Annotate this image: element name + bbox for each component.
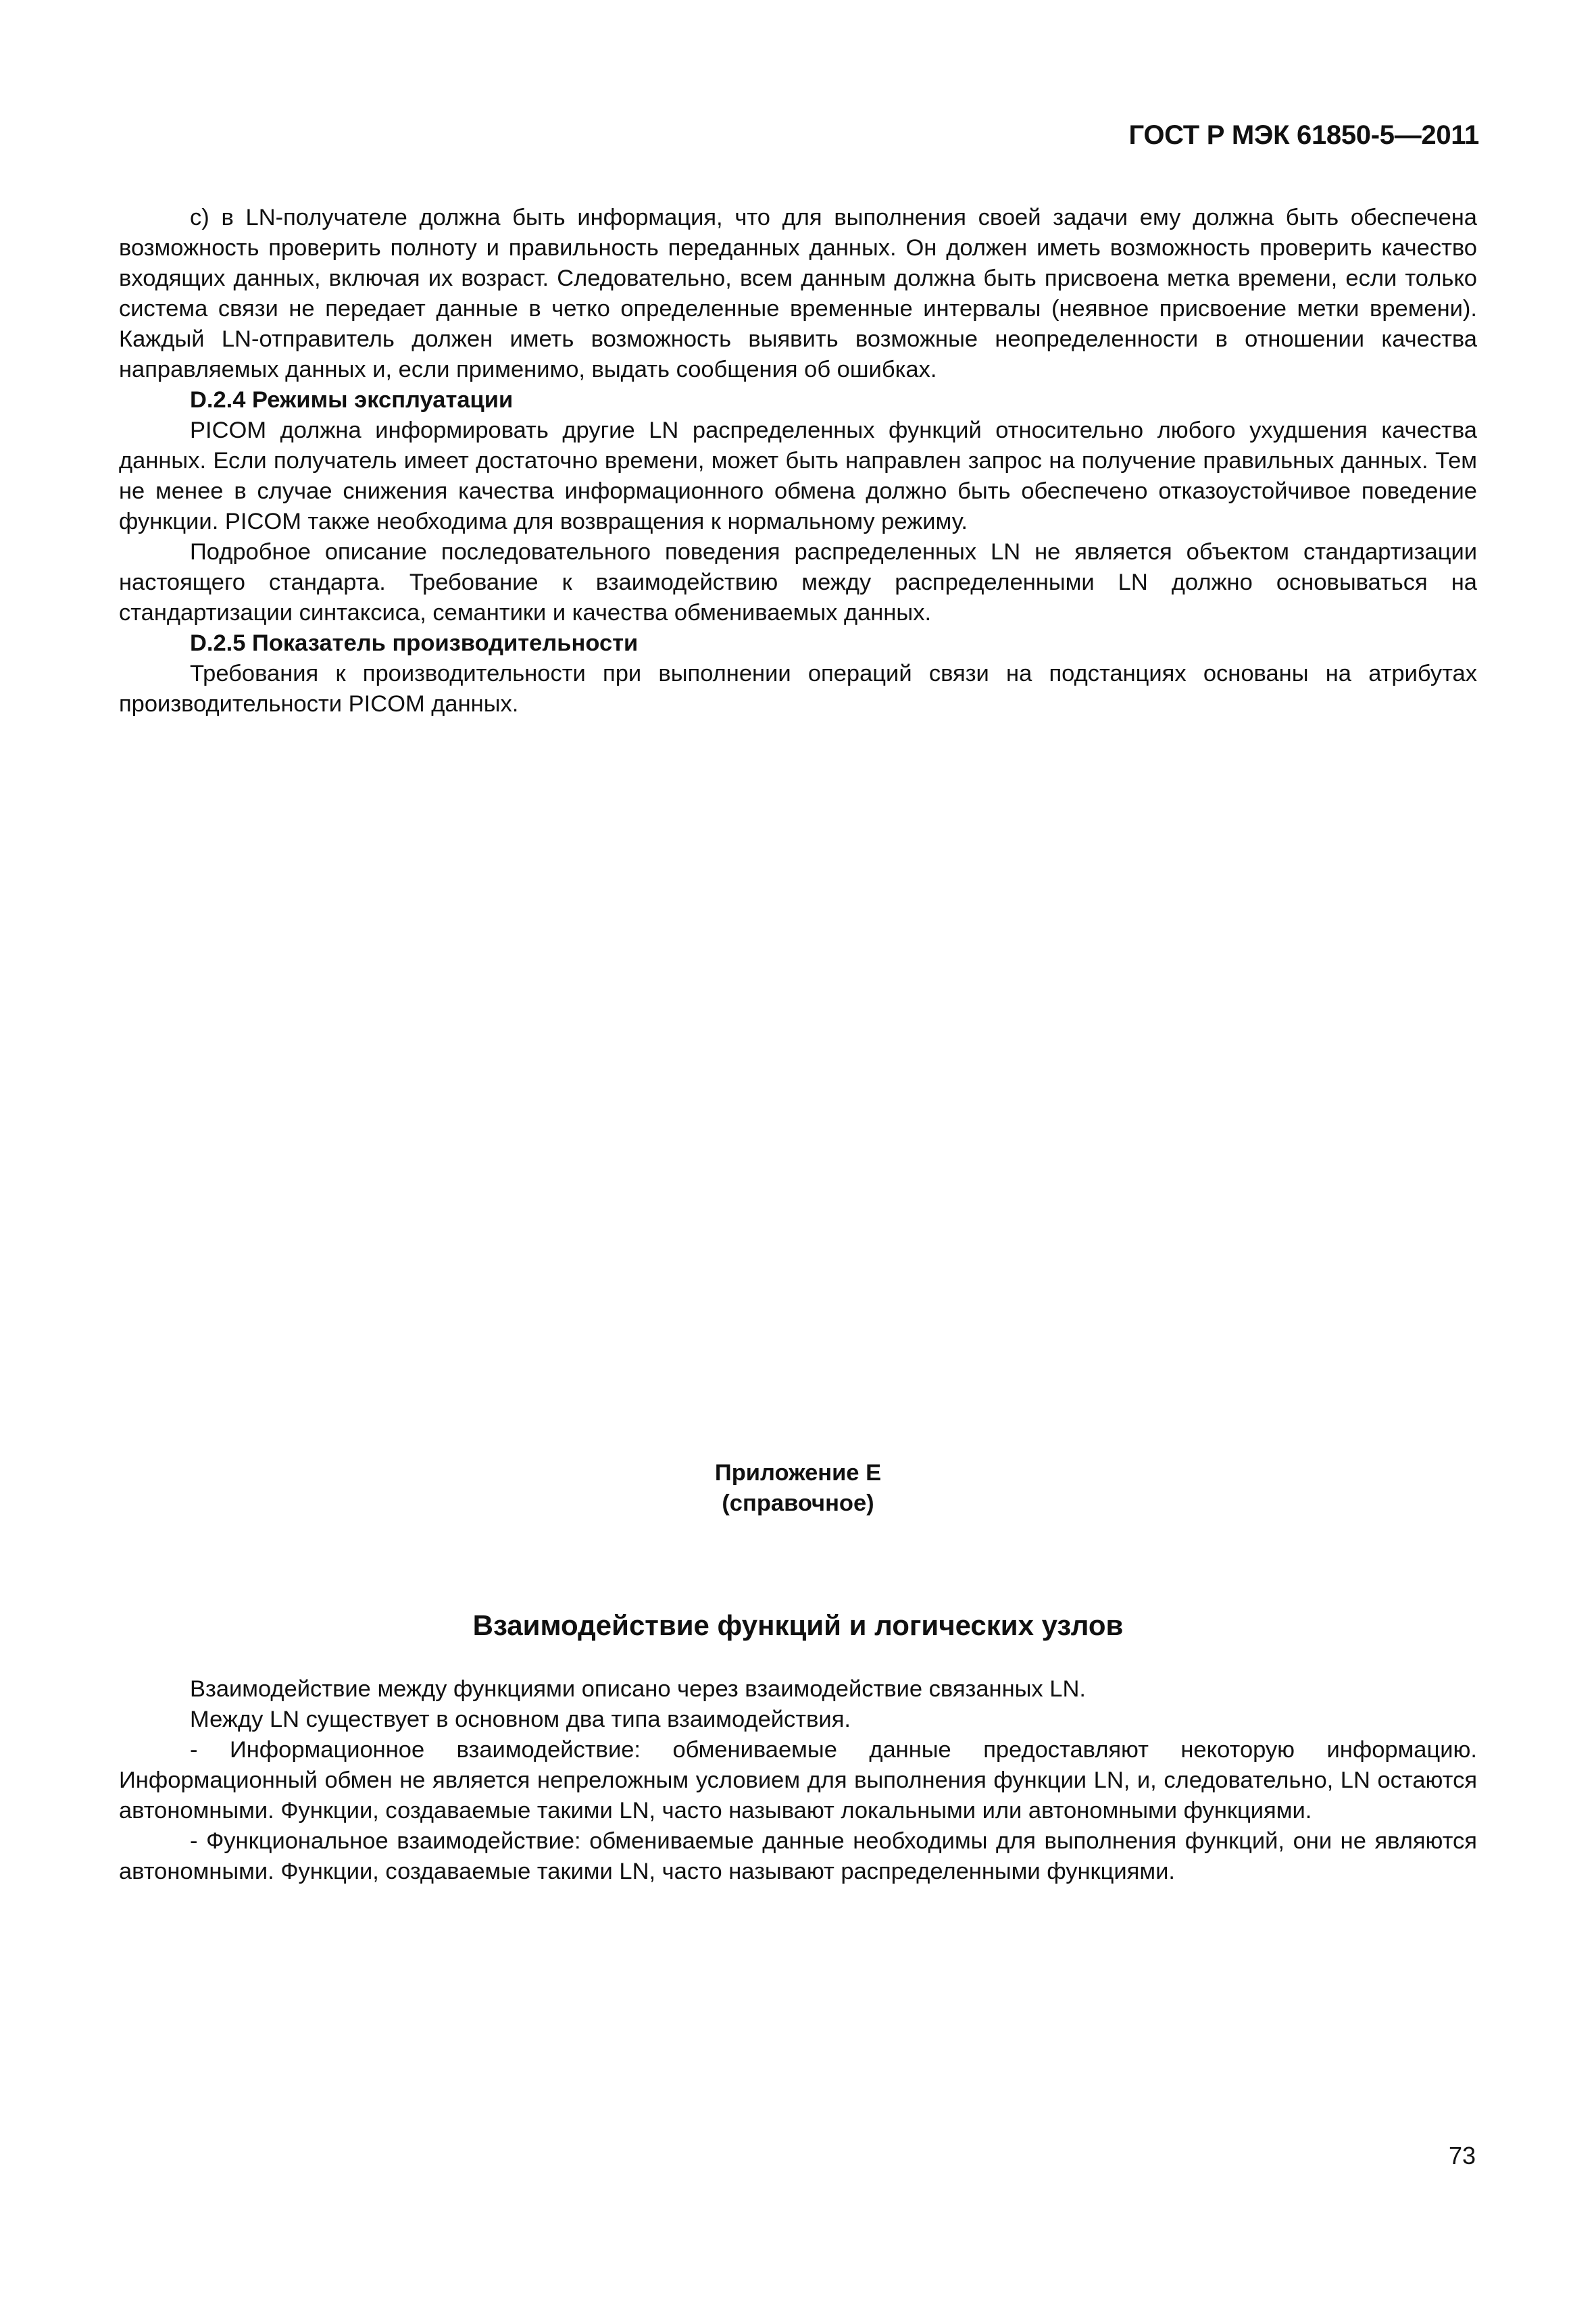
- paragraph-item-c: с) в LN-получателе должна быть информация, что для выполнения своей задачи ему должна быть обеспечена возможность проверить полноту и правильность переданных данных. Он должен иметь возможность проверить качество входящих данных, включая их возраст. Следовательно, всем данным должна быть присвоена метка времени, если только система связи не передает данные в четко определенные временные интервалы (неявное присвоение метки времени). Каждый LN-отправитель должен иметь возможность выявить возможные неопределенности в отношении качества направляемых данных и, если применимо, выдать сообщения об ошибках.: [119, 205, 1477, 382]
- section-d2-continuation: [119, 203, 1477, 720]
- paragraph-list-item: - Информационное взаимодействие: обмениваемые данные предоставляют некоторую информацию. Информационный обмен не является непреложным условием для выполнения функции LN, и, следовательно, LN остаются автономными. Функции, создаваемые такими LN, часто называют локальными или автономными функциями.: [119, 1737, 1477, 1823]
- appendix-type: (справочное): [722, 1490, 874, 1516]
- paragraph: Требования к производительности при выполнении операций связи на подстанциях основаны на атрибутах производительности PICOM данных.: [119, 661, 1477, 717]
- page-number: 73: [1448, 2142, 1476, 2169]
- paragraph: Подробное описание последовательного поведения распределенных LN не является объектом стандартизации настоящего стандарта. Требование к взаимодействию между распределенными LN должно основываться на стандартизации синтаксиса, семантики и качества обмениваемых данных.: [119, 539, 1477, 626]
- paragraph: PICOM должна информировать другие LN распределенных функций относительно любого ухудшения качества данных. Если получатель имеет достаточно времени, может быть направлен запрос на получение правильных данных. Тем не менее в случае снижения качества информационного обмена должно быть обеспечено отказоустойчивое поведение функции. PICOM также необходима для возвращения к нормальному режиму.: [119, 418, 1477, 534]
- document-header: ГОСТ Р МЭК 61850-5—2011: [1128, 120, 1479, 150]
- paragraph-list-item: - Функциональное взаимодействие: обмениваемые данные необходимы для выполнения функций, они не являются автономными. Функции, создаваемые такими LN, часто называют распределенными функциями.: [119, 1828, 1477, 1884]
- appendix-body: [119, 1674, 1477, 1887]
- paragraph: Взаимодействие между функциями описано через взаимодействие связанных LN.: [190, 1676, 1086, 1702]
- section-heading-d24: D.2.4 Режимы эксплуатации: [190, 387, 514, 413]
- paragraph: Между LN существует в основном два типа взаимодействия.: [190, 1707, 851, 1732]
- appendix-title: Взаимодействие функций и логических узлов: [472, 1609, 1124, 1641]
- appendix-label: Приложение Е: [714, 1460, 882, 1486]
- section-heading-d25: D.2.5 Показатель производительности: [190, 630, 639, 656]
